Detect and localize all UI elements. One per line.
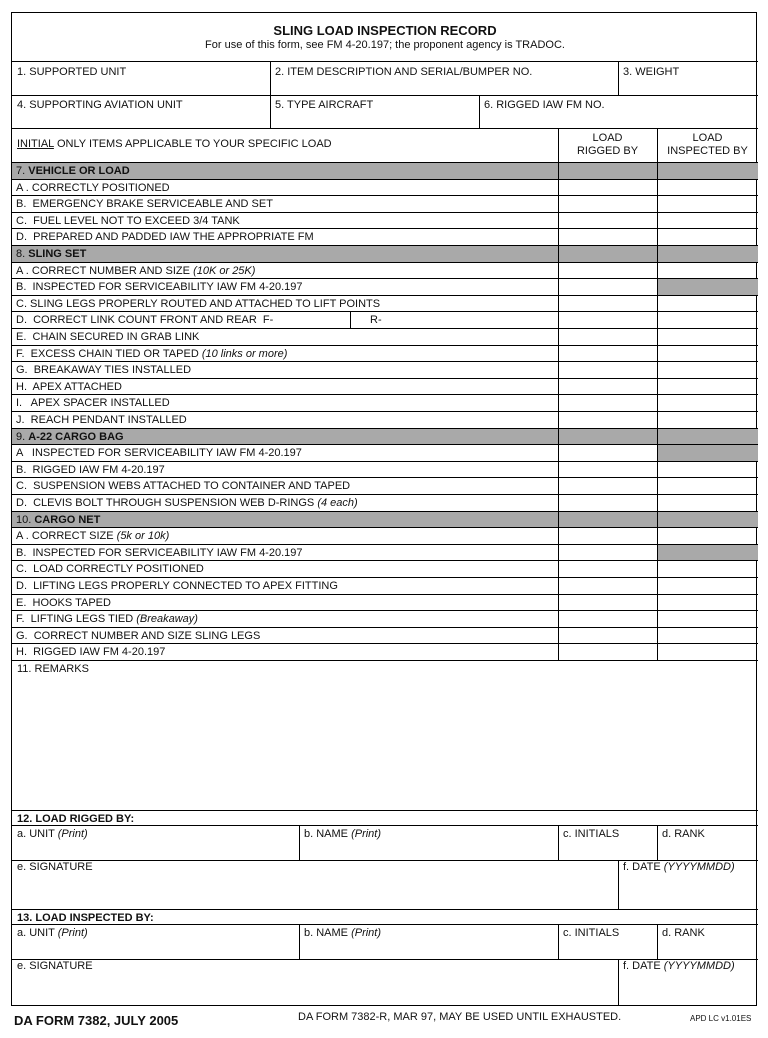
inspected-unit-field[interactable]: a. UNIT (Print) — [17, 927, 88, 939]
section-header — [12, 429, 758, 446]
checklist-row — [12, 644, 758, 661]
checklist-table — [12, 163, 758, 661]
inspected-by-initial-cell[interactable] — [657, 296, 758, 312]
checklist-row — [12, 545, 758, 562]
checklist-item-label — [16, 630, 260, 642]
section-number: 7. — [16, 165, 26, 177]
rigged-iaw-fm-field[interactable]: 6. RIGGED IAW FM NO. — [484, 99, 605, 111]
section-number: 10. — [16, 513, 32, 526]
checklist-item-label — [16, 613, 198, 625]
item-text: D. CLEVIS BOLT THROUGH SUSPENSION WEB D-RINGS — [16, 497, 318, 509]
item-text: B. INSPECTED FOR SERVICEABILITY IAW FM 4-20.197 — [16, 281, 303, 294]
checklist-item-label — [16, 265, 255, 277]
rigged-by-initial-cell[interactable] — [558, 495, 657, 511]
remarks-label: 11. REMARKS — [17, 663, 89, 675]
checklist-row — [12, 395, 758, 412]
item-text: G. CORRECT NUMBER AND SIZE SLING LEGS — [16, 629, 261, 642]
item-text: A . CORRECT NUMBER AND SIZE — [16, 264, 194, 277]
checklist-item-label — [16, 480, 350, 492]
inspected-by-initial-cell[interactable] — [657, 595, 758, 611]
inspected-by-initial-cell — [657, 163, 758, 179]
section-title — [16, 248, 86, 260]
rear-link-count-field[interactable]: R- — [370, 314, 382, 327]
section-label: A-22 CARGO BAG — [28, 430, 124, 443]
rigged-by-initial-cell[interactable] — [558, 595, 657, 611]
section-label: CARGO NET — [34, 513, 101, 526]
item-text: C. SUSPENSION WEBS ATTACHED TO CONTAINER AND TAPED — [16, 480, 351, 493]
checklist-row — [12, 180, 758, 197]
checklist-row — [12, 628, 758, 645]
rigged-by-initial-cell[interactable] — [558, 445, 657, 461]
inspected-by-initial-cell — [657, 545, 758, 561]
inspected-by-initial-cell[interactable] — [657, 263, 758, 279]
inspected-date-field[interactable]: f. DATE (YYYYMMDD) — [623, 960, 735, 972]
rigged-by-initial-cell[interactable] — [558, 412, 657, 428]
table-instruction: INITIAL ONLY ITEMS APPLICABLE TO YOUR SPECIFIC LOAD — [17, 138, 332, 150]
rigged-signature-field[interactable]: e. SIGNATURE — [17, 861, 93, 873]
checklist-row — [12, 213, 758, 230]
inspection-form — [11, 12, 757, 1006]
rigged-initials-field[interactable]: c. INITIALS — [563, 828, 620, 840]
checklist-item-label — [16, 397, 170, 409]
checklist-item-label — [16, 447, 302, 459]
inspected-initials-field[interactable]: c. INITIALS — [563, 927, 620, 939]
rigged-by-initial-cell[interactable] — [558, 644, 657, 660]
rigged-by-initial-cell[interactable] — [558, 346, 657, 362]
section-number: 9. — [16, 430, 26, 443]
inspected-signature-field[interactable]: e. SIGNATURE — [17, 960, 93, 972]
checklist-item-label — [16, 364, 191, 376]
checklist-item-label — [16, 563, 204, 575]
inspected-by-initial-cell[interactable] — [657, 180, 758, 196]
inspected-by-initial-cell — [657, 512, 758, 528]
inspected-by-initial-cell[interactable] — [657, 495, 758, 511]
section-header — [12, 163, 758, 180]
inspected-by-initial-cell[interactable] — [657, 346, 758, 362]
checklist-row — [12, 528, 758, 545]
checklist-row — [12, 412, 758, 429]
inspected-by-initial-cell[interactable] — [657, 196, 758, 212]
inspected-by-initial-cell[interactable] — [657, 561, 758, 577]
checklist-item-label — [16, 547, 303, 559]
rigged-by-initial-cell — [558, 429, 657, 445]
supporting-aviation-unit-field[interactable]: 4. SUPPORTING AVIATION UNIT — [17, 99, 183, 111]
section-title — [16, 165, 130, 177]
item-text: A . CORRECTLY POSITIONED — [16, 181, 170, 194]
form-subtitle: For use of this form, see FM 4-20.197; the proponent agency is TRADOC. — [205, 39, 565, 51]
inspected-by-initial-cell[interactable] — [657, 611, 758, 627]
form-title: SLING LOAD INSPECTION RECORD — [273, 23, 497, 38]
inspected-by-initial-cell[interactable] — [657, 213, 758, 229]
item-note: (Breakaway) — [136, 613, 198, 626]
item-text: C. FUEL LEVEL NOT TO EXCEED 3/4 TANK — [16, 214, 240, 227]
checklist-item-label — [16, 381, 122, 393]
inspected-by-initial-cell[interactable] — [657, 412, 758, 428]
load-rigged-by-header: LOAD RIGGED BY — [576, 132, 639, 157]
item-text: I. APEX SPACER INSTALLED — [16, 397, 170, 410]
inspected-by-initial-cell[interactable] — [657, 329, 758, 345]
checklist-row — [12, 561, 758, 578]
item-text: B. RIGGED IAW FM 4-20.197 — [16, 463, 165, 476]
item-text: G. BREAKAWAY TIES INSTALLED — [16, 364, 192, 377]
inspected-by-initial-cell[interactable] — [657, 644, 758, 660]
rigged-by-initial-cell[interactable] — [558, 628, 657, 644]
item-description-field[interactable]: 2. ITEM DESCRIPTION AND SERIAL/BUMPER NO. — [275, 66, 533, 78]
checklist-row — [12, 578, 758, 595]
inspected-by-initial-cell — [657, 246, 758, 262]
checklist-row — [12, 229, 758, 246]
item-note: (10 links or more) — [201, 347, 288, 360]
rigged-by-initial-cell[interactable] — [558, 279, 657, 295]
inspected-rank-field[interactable]: d. RANK — [662, 927, 705, 939]
checklist-item-label — [16, 530, 169, 542]
rigged-rank-field[interactable]: d. RANK — [662, 828, 705, 840]
section-header — [12, 246, 758, 263]
rigged-by-initial-cell[interactable] — [558, 196, 657, 212]
section-title — [16, 514, 100, 526]
item-text: H. RIGGED IAW FM 4-20.197 — [16, 646, 166, 659]
version-label: APD LC v1.01ES — [690, 1014, 752, 1023]
checklist-row — [12, 346, 758, 363]
checklist-row — [12, 379, 758, 396]
type-aircraft-field[interactable]: 5. TYPE AIRCRAFT — [275, 99, 374, 111]
checklist-item-label — [16, 580, 338, 592]
rigged-by-initial-cell[interactable] — [558, 296, 657, 312]
checklist-row — [12, 296, 758, 313]
supersedes-note: DA FORM 7382-R, MAR 97, MAY BE USED UNTIL EXHAUSTED. — [298, 1011, 622, 1023]
inspected-by-initial-cell[interactable] — [657, 578, 758, 594]
inspected-by-initial-cell[interactable] — [657, 628, 758, 644]
rigged-by-initial-cell[interactable] — [558, 180, 657, 196]
rigged-by-initial-cell[interactable] — [558, 478, 657, 494]
section-number: 8. — [16, 248, 26, 260]
inspected-by-initial-cell — [657, 429, 758, 445]
inspected-by-heading: 13. LOAD INSPECTED BY: — [17, 912, 154, 924]
checklist-item-label — [16, 231, 314, 243]
item-text: F. EXCESS CHAIN TIED OR TAPED — [16, 347, 202, 360]
item-text: A INSPECTED FOR SERVICEABILITY IAW FM 4-20.197 — [16, 447, 302, 460]
checklist-item-label — [16, 331, 199, 343]
item-text: F. LIFTING LEGS TIED — [16, 613, 137, 626]
load-inspected-by-header: LOAD INSPECTED BY — [667, 132, 748, 157]
item-text: C. LOAD CORRECTLY POSITIONED — [16, 563, 204, 576]
checklist-row — [12, 362, 758, 379]
rigged-by-initial-cell[interactable] — [558, 462, 657, 478]
item-text: C. SLING LEGS PROPERLY ROUTED AND ATTACHED TO LIFT POINTS — [16, 297, 381, 310]
link-count-divider — [350, 312, 351, 328]
checklist-row — [12, 329, 758, 346]
checklist-item-label — [16, 182, 170, 194]
rigged-by-initial-cell[interactable] — [558, 362, 657, 378]
inspected-by-initial-cell[interactable] — [657, 362, 758, 378]
item-text: J. REACH PENDANT INSTALLED — [16, 414, 187, 426]
form-number: DA FORM 7382, JULY 2005 — [14, 1013, 179, 1028]
checklist-row — [12, 312, 758, 329]
section-title — [16, 431, 124, 443]
rigged-by-initial-cell[interactable] — [558, 611, 657, 627]
inspected-name-field[interactable]: b. NAME (Print) — [304, 927, 382, 939]
item-text: E. HOOKS TAPED — [16, 596, 111, 609]
rigged-by-initial-cell — [558, 163, 657, 179]
inspected-by-initial-cell[interactable] — [657, 379, 758, 395]
section-header — [12, 512, 758, 529]
rigged-by-initial-cell[interactable] — [558, 213, 657, 229]
rigged-by-initial-cell[interactable] — [558, 312, 657, 328]
checklist-item-label — [16, 215, 240, 227]
checklist-item-label — [16, 314, 273, 326]
inspected-by-initial-cell — [657, 445, 758, 461]
checklist-item-label — [16, 597, 111, 609]
inspected-by-initial-cell[interactable] — [657, 395, 758, 411]
checklist-row — [12, 462, 758, 479]
item-text: E. CHAIN SECURED IN GRAB LINK — [16, 331, 200, 343]
checklist-row — [12, 495, 758, 512]
remarks-area[interactable] — [12, 677, 758, 807]
rigged-by-initial-cell[interactable] — [558, 528, 657, 544]
inspected-by-initial-cell[interactable] — [657, 229, 758, 245]
checklist-item-label — [16, 414, 187, 426]
item-note: (4 each) — [317, 497, 358, 509]
rigged-by-initial-cell — [558, 246, 657, 262]
inspected-by-initial-cell[interactable] — [657, 528, 758, 544]
checklist-row — [12, 196, 758, 213]
rigged-by-heading: 12. LOAD RIGGED BY: — [17, 813, 135, 825]
inspected-by-initial-cell[interactable] — [657, 312, 758, 328]
rigged-name-field[interactable]: b. NAME (Print) — [304, 828, 382, 840]
rigged-by-initial-cell[interactable] — [558, 229, 657, 245]
item-text: D. LIFTING LEGS PROPERLY CONNECTED TO APEX FITTING — [16, 580, 338, 592]
item-note: (5k or 10k) — [116, 530, 170, 543]
rigged-by-initial-cell[interactable] — [558, 578, 657, 594]
rigged-by-initial-cell — [558, 512, 657, 528]
rigged-by-initial-cell[interactable] — [558, 379, 657, 395]
item-text: A . CORRECT SIZE — [16, 530, 117, 543]
checklist-item-label — [16, 464, 165, 476]
checklist-item-label — [16, 298, 380, 310]
checklist-row — [12, 611, 758, 628]
weight-field[interactable]: 3. WEIGHT — [623, 66, 680, 78]
supported-unit-field[interactable]: 1. SUPPORTED UNIT — [17, 66, 127, 78]
checklist-row — [12, 279, 758, 296]
rigged-by-initial-cell[interactable] — [558, 395, 657, 411]
item-text: B. EMERGENCY BRAKE SERVICEABLE AND SET — [16, 198, 273, 211]
rigged-date-field[interactable]: f. DATE (YYYYMMDD) — [623, 861, 735, 873]
section-label: SLING SET — [28, 248, 87, 260]
item-text: D. PREPARED AND PADDED IAW THE APPROPRIATE FM — [16, 231, 314, 244]
checklist-item-label — [16, 198, 273, 210]
checklist-row — [12, 445, 758, 462]
rigged-by-initial-cell[interactable] — [558, 545, 657, 561]
inspected-by-initial-cell[interactable] — [657, 478, 758, 494]
checklist-item-label — [16, 281, 303, 293]
rigged-by-initial-cell[interactable] — [558, 561, 657, 577]
checklist-item-label — [16, 646, 165, 658]
item-note: (10K or 25K) — [193, 264, 256, 277]
rigged-unit-field[interactable]: a. UNIT (Print) — [17, 828, 88, 840]
item-text: D. CORRECT LINK COUNT FRONT AND REAR F- — [16, 314, 274, 327]
rigged-by-initial-cell[interactable] — [558, 329, 657, 345]
checklist-row — [12, 595, 758, 612]
checklist-item-label — [16, 497, 358, 509]
inspected-by-initial-cell — [657, 279, 758, 295]
inspected-by-initial-cell[interactable] — [657, 462, 758, 478]
checklist-row — [12, 263, 758, 280]
item-text: H. APEX ATTACHED — [16, 380, 122, 393]
checklist-row — [12, 478, 758, 495]
item-text: B. INSPECTED FOR SERVICEABILITY IAW FM 4-20.197 — [16, 546, 303, 559]
section-label: VEHICLE OR LOAD — [28, 165, 130, 177]
checklist-item-label — [16, 348, 287, 360]
rigged-by-initial-cell[interactable] — [558, 263, 657, 279]
